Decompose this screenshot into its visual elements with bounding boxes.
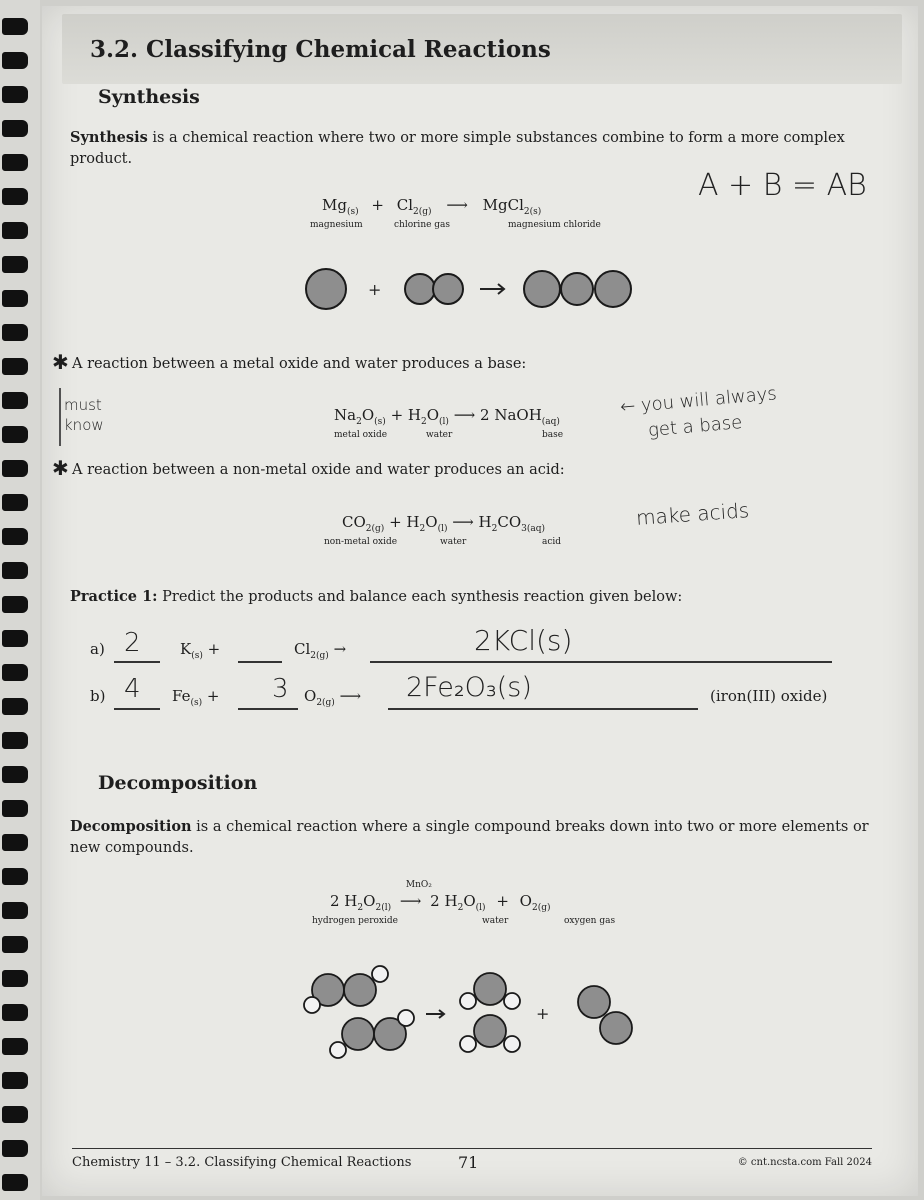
spiral-coil xyxy=(2,494,28,511)
eq-o: O xyxy=(463,892,476,910)
acid-reaction-text: A reaction between a non-metal oxide and water produces an acid: xyxy=(72,462,565,478)
eq-sub: 2 xyxy=(523,207,530,217)
eq-sub: 2 xyxy=(420,417,427,427)
eq-arrow: ⟶ xyxy=(452,513,474,531)
o-atom xyxy=(474,973,506,1005)
eq-fe: Fe xyxy=(172,687,191,705)
label-chlorine-gas: chlorine gas xyxy=(394,220,451,230)
eq-state: (s) xyxy=(190,698,203,708)
handwritten-note-always: ← you will always xyxy=(619,383,778,418)
h-atom xyxy=(460,1036,476,1052)
spiral-coil xyxy=(2,800,28,817)
eq-plus-h: + H xyxy=(389,513,420,531)
eq-state: (s) xyxy=(374,417,386,427)
eq-sub: 2 xyxy=(457,903,464,913)
eq-o: O xyxy=(304,687,317,705)
section-title: 3.2. Classifying Chemical Reactions xyxy=(90,36,551,63)
label-water: water xyxy=(440,537,467,547)
eq-state: (g) xyxy=(418,207,432,217)
eq-mgcl: MgCl xyxy=(482,196,524,214)
eq-cl: Cl xyxy=(294,640,311,658)
decomposition-term: Decomposition xyxy=(70,818,192,835)
label-base: base xyxy=(542,430,564,440)
eq-arrow: ⟶ xyxy=(399,892,422,910)
eq-state: (l) xyxy=(381,903,392,913)
h-atom xyxy=(504,993,520,1009)
eq-state: (g) xyxy=(537,903,551,913)
spiral-coil xyxy=(2,1038,28,1055)
spiral-coil xyxy=(2,290,28,307)
decomposition-definition-text: is a chemical reaction where a single compound breaks down into two or more elements or new compounds. xyxy=(70,819,869,856)
spiral-coil xyxy=(2,562,28,579)
eq-h: H xyxy=(478,513,492,531)
spiral-coil xyxy=(2,188,28,205)
handwritten-note-base: get a base xyxy=(647,411,744,442)
spiral-binding xyxy=(0,0,40,1200)
eq-sub: 2 xyxy=(531,903,538,913)
eq-sub: 2 xyxy=(375,903,382,913)
synthesis-definition-text: is a chemical reaction where two or more simple substances combine to form a more complex product. xyxy=(70,130,845,167)
star-mark: ✱ xyxy=(52,350,69,374)
eq-o: O xyxy=(361,406,375,424)
o-atom xyxy=(474,1015,506,1047)
eq-state: (s) xyxy=(191,651,203,661)
answer-coef-b2[interactable]: 3 xyxy=(272,674,289,704)
eq-sub: 2 xyxy=(356,417,362,427)
h-atom xyxy=(460,993,476,1009)
eq-sub: 2 xyxy=(365,524,372,534)
practice1-a-letter: a) xyxy=(90,640,105,658)
label-oxygen-gas: oxygen gas xyxy=(564,916,616,926)
spiral-coil xyxy=(2,426,28,443)
page-footer xyxy=(72,1148,872,1172)
footer-copyright: © cnt.ncsta.com Fall 2024 xyxy=(737,1157,872,1168)
decomposition-diagram xyxy=(42,6,918,1196)
handwritten-make-acids: make acids xyxy=(635,498,750,530)
spiral-coil xyxy=(2,732,28,749)
synthesis-heading: Synthesis xyxy=(98,86,200,108)
h-atom xyxy=(398,1010,414,1026)
eq-o: O xyxy=(363,892,376,910)
eq-state: (s) xyxy=(529,207,542,217)
spiral-coil xyxy=(2,630,28,647)
spiral-coil xyxy=(2,698,28,715)
eq-mg: Mg xyxy=(322,196,347,214)
o-atom xyxy=(600,1012,632,1044)
base-reaction-text: A reaction between a metal oxide and water produces a base: xyxy=(72,356,527,372)
reaction-arrow xyxy=(426,1010,444,1018)
spiral-coil xyxy=(2,154,28,171)
star-mark: ✱ xyxy=(52,456,69,480)
spiral-coil xyxy=(2,324,28,341)
o-atom xyxy=(344,974,376,1006)
spiral-coil xyxy=(2,1106,28,1123)
o-atom xyxy=(578,986,610,1018)
eq-state: (aq) xyxy=(526,524,546,534)
eq-sub: 2(g) xyxy=(316,698,335,708)
page-number: 71 xyxy=(458,1153,479,1172)
spiral-coil xyxy=(2,868,28,885)
eq-h: 2 H xyxy=(330,892,358,910)
label-acid: acid xyxy=(542,537,562,547)
iron-iii-oxide-label: (iron(III) oxide) xyxy=(710,687,828,705)
spiral-coil xyxy=(2,358,28,375)
eq-o: O xyxy=(519,892,532,910)
eq-plus: + xyxy=(206,687,220,705)
eq-sub: 2 xyxy=(491,524,498,534)
spiral-coil xyxy=(2,86,28,103)
label-water: water xyxy=(426,430,453,440)
catalyst-label: MnO₂ xyxy=(405,880,432,890)
answer-product-b[interactable]: 2Fe₂O₃(s) xyxy=(406,672,532,703)
label-non-metal-oxide: non-metal oxide xyxy=(324,537,398,547)
eq-naoh: 2 NaOH xyxy=(480,406,542,424)
spiral-coil xyxy=(2,256,28,273)
spiral-coil xyxy=(2,1004,28,1021)
h-atom xyxy=(330,1042,346,1058)
eq-sub: 2 xyxy=(413,207,419,217)
eq-co: CO xyxy=(342,513,366,531)
plus-sign: + xyxy=(536,1004,550,1023)
h-atom xyxy=(304,997,320,1013)
spiral-coil xyxy=(2,664,28,681)
practice1-b-letter: b) xyxy=(90,687,106,705)
spiral-coil xyxy=(2,1174,28,1191)
eq-arrow: → xyxy=(333,640,347,658)
footer-course: Chemistry 11 – 3.2. Classifying Chemical Reactions xyxy=(72,1155,412,1170)
eq-state: (l) xyxy=(439,417,449,427)
spiral-coil xyxy=(2,1072,28,1089)
eq-o: O xyxy=(426,406,440,424)
practice1-text: Predict the products and balance each synthesis reaction given below: xyxy=(157,589,683,605)
spiral-coil xyxy=(2,596,28,613)
eq-sub: 2 xyxy=(357,903,364,913)
spiral-coil xyxy=(2,528,28,545)
eq-k: K xyxy=(180,640,192,658)
eq-arrow: ⟶ xyxy=(453,406,476,424)
eq-arrow: ⟶ xyxy=(339,687,362,705)
eq-co: CO xyxy=(497,513,522,531)
answer-product-a[interactable]: 2KCl(s) xyxy=(474,624,573,657)
spiral-coil xyxy=(2,936,28,953)
h-atom xyxy=(504,1036,520,1052)
spiral-coil xyxy=(2,222,28,239)
eq-plus: + xyxy=(207,640,221,658)
eq-plus: + xyxy=(496,892,509,910)
eq-plus: + xyxy=(371,196,384,214)
handwritten-ab-note: A + B = AB xyxy=(698,168,867,203)
label-hydrogen-peroxide: hydrogen peroxide xyxy=(312,916,398,926)
practice1-label: Practice 1: xyxy=(70,588,158,605)
eq-sub: 2(g) xyxy=(310,651,329,661)
answer-coef-b1[interactable]: 4 xyxy=(124,674,141,704)
eq-o: O xyxy=(425,513,438,531)
eq-state: (aq) xyxy=(541,417,560,427)
document-page xyxy=(42,6,918,1196)
synthesis-term: Synthesis xyxy=(70,129,148,146)
spiral-coil xyxy=(2,902,28,919)
answer-coef-a1[interactable]: 2 xyxy=(124,628,141,658)
plus-sign: + xyxy=(368,280,382,299)
label-metal-oxide: metal oxide xyxy=(334,430,388,440)
handwritten-must: must xyxy=(64,396,102,414)
eq-arrow: ⟶ xyxy=(446,196,468,214)
eq-sub: 3 xyxy=(521,524,527,534)
spiral-coil xyxy=(2,834,28,851)
spiral-coil xyxy=(2,120,28,137)
spiral-coil xyxy=(2,1140,28,1157)
eq-state: (l) xyxy=(475,903,486,913)
spiral-coil xyxy=(2,52,28,69)
eq-sub: 2 xyxy=(419,524,426,534)
label-magnesium-chloride: magnesium chloride xyxy=(508,220,601,230)
eq-state: (l) xyxy=(437,524,448,534)
spiral-coil xyxy=(2,392,28,409)
eq-cl: Cl xyxy=(396,196,414,214)
eq-h: 2 H xyxy=(430,892,458,910)
spiral-coil xyxy=(2,18,28,35)
eq-plus-h: + H xyxy=(390,406,421,424)
eq-na: Na xyxy=(334,406,357,424)
eq-state: (s) xyxy=(346,207,359,217)
eq-state: (g) xyxy=(371,524,385,534)
handwritten-know: know xyxy=(64,416,104,434)
label-magnesium: magnesium xyxy=(310,220,363,230)
o-atom xyxy=(342,1018,374,1050)
label-water: water xyxy=(482,916,509,926)
spiral-coil xyxy=(2,970,28,987)
decomposition-heading: Decomposition xyxy=(98,772,258,794)
spiral-coil xyxy=(2,460,28,477)
h-atom xyxy=(372,966,388,982)
spiral-coil xyxy=(2,766,28,783)
